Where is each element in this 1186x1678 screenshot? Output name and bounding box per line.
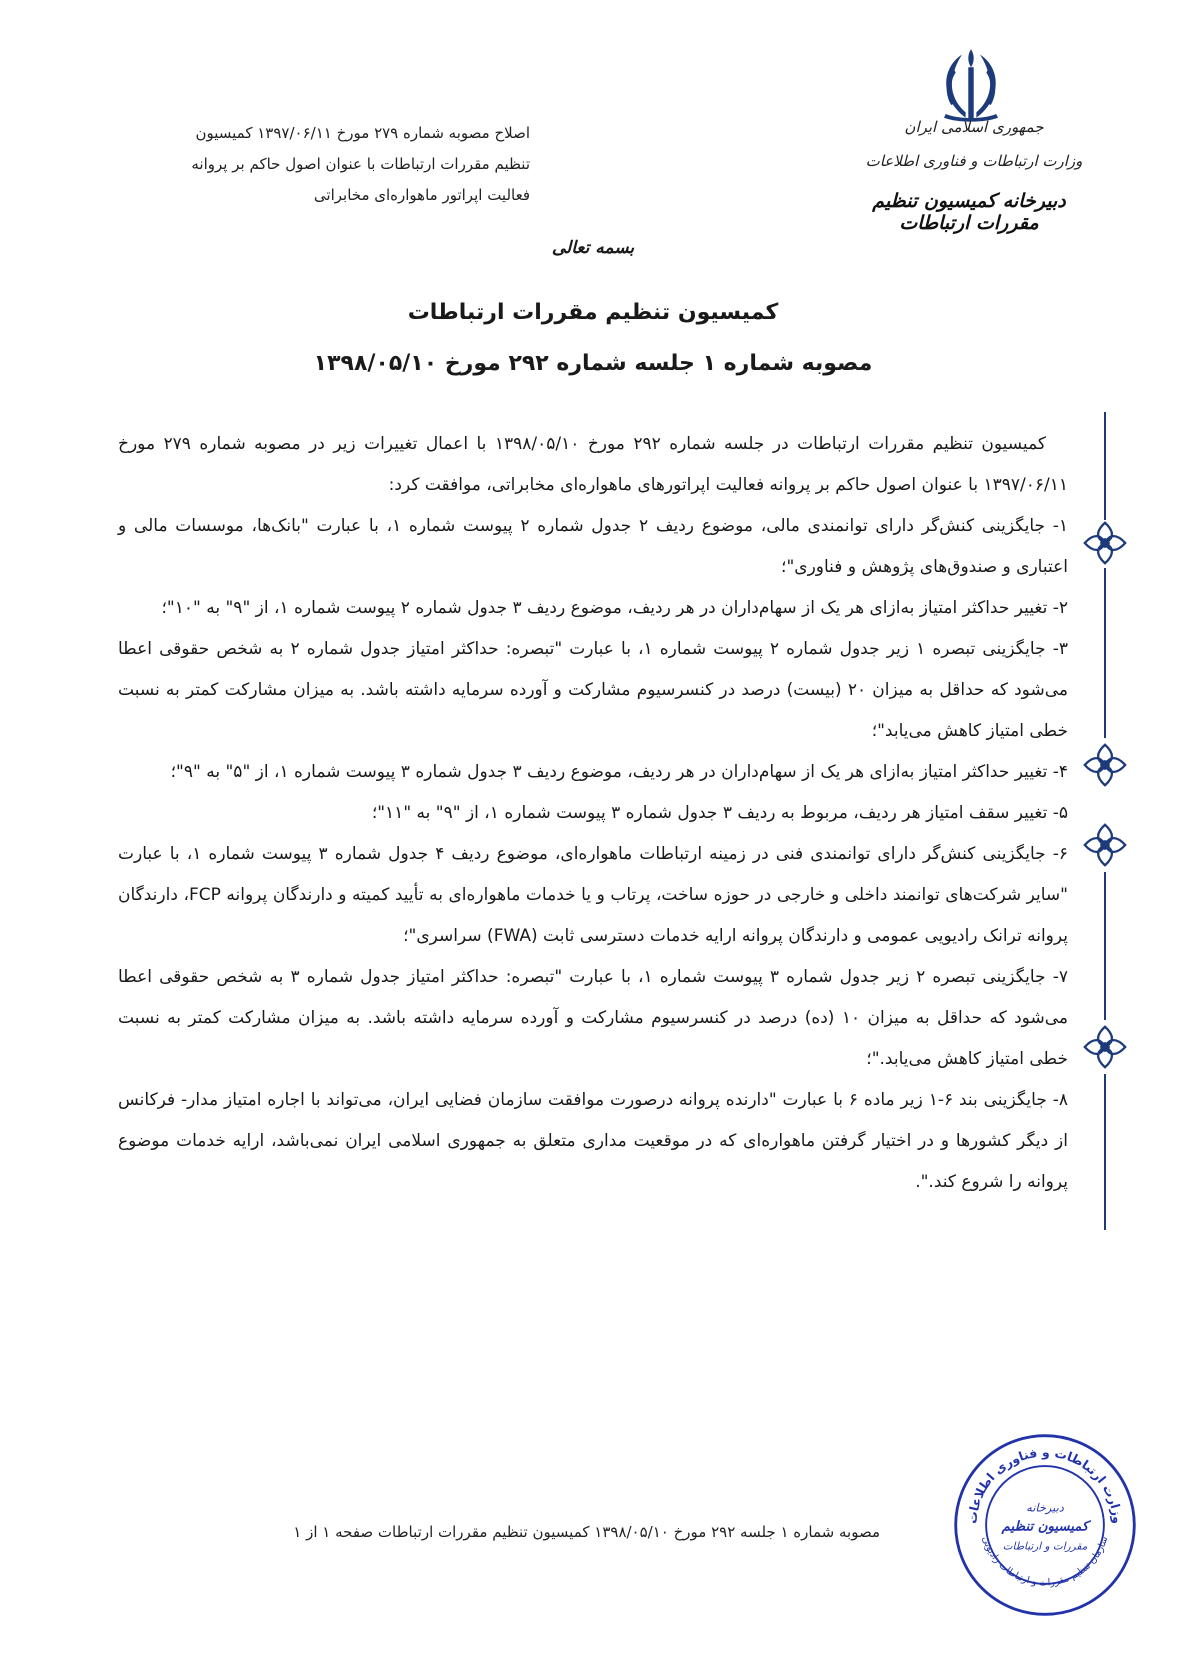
border-line bbox=[1104, 412, 1106, 520]
subject-note bbox=[130, 118, 530, 211]
list-item: ۷- جایگزینی تبصره ۲ زیر جدول شماره ۳ پیوست شماره ۱، با عبارت "تبصره: حداکثر امتیاز جدول شماره ۳ به شخص حقوقی اعطا می‌شود که حداقل به میزان ۱۰ (ده) درصد در کنسرسیوم مشارکت و آورده سرمایه داشته باشد. به میزان مشارکت کمتر به نسبت خطی امتیاز کاهش می‌یابد."؛ bbox=[118, 967, 1068, 1069]
bismillah: بسمه تعالی bbox=[551, 238, 635, 258]
list-item: ۵- تغییر سقف امتیاز هر ردیف، مربوط به ردیف ۳ جدول شماره ۳ پیوست شماره ۱، از "۹" به "۱۱"؛ bbox=[371, 803, 1068, 823]
secretariat-name: دبیرخانه کمیسیون تنظیم مقررات ارتباطات bbox=[872, 190, 1066, 234]
document-subtitle: مصوبه شماره ۱ جلسه شماره ۲۹۲ مورخ ۱۳۹۸/۰۵/۱۰ bbox=[313, 351, 873, 376]
country-name: جمهوری اسلامی ایران bbox=[904, 118, 1044, 136]
ornament-icon bbox=[1082, 742, 1128, 788]
list-item: ۶- جایگزینی کنش‌گر دارای توانمندی فنی در زمینه ارتباطات ماهواره‌ای، موضوع ردیف ۴ جدول شماره ۳ پیوست شماره ۱، با عبارت "سایر شرکت‌های توانمند داخلی و خارجی در حوزه ساخت، پرتاب و یا خدمات ماهواره‌ای به تأیید کمیته و دارندگان پروانه FCP، دارندگان پروانه ترانک رادیویی عمومی و دارندگان پروانه ارایه خدمات دسترسی ثابت (FWA) سراسری"؛ bbox=[118, 844, 1069, 946]
page-footer: مصوبه شماره ۱ جلسه ۲۹۲ مورخ ۱۳۹۸/۰۵/۱۰ کمیسیون تنظیم مقررات ارتباطات صفحه ۱ از ۱ bbox=[293, 1523, 880, 1541]
seal-center-text: مقررات و ارتباطات bbox=[1002, 1540, 1088, 1553]
list-item: ۲- تغییر حداکثر امتیاز به‌ازای هر یک از سهام‌داران در هر ردیف، موضوع ردیف ۳ جدول شماره ۲ پیوست شماره ۱، از "۹" به "۱۰"؛ bbox=[161, 598, 1068, 618]
list-item: ۳- جایگزینی تبصره ۱ زیر جدول شماره ۲ پیوست شماره ۱، با عبارت "تبصره: حداکثر امتیاز جدول شماره ۲ به شخص حقوقی اعطا می‌شود که حداقل به میزان ۲۰ (بیست) درصد در کنسرسیوم مشارکت و آورده سرمایه داشته باشد. به میزان مشارکت کمتر به نسبت خطی امتیاز کاهش می‌یابد"؛ bbox=[118, 639, 1068, 741]
seal-center-text: دبیرخانه bbox=[1026, 1500, 1064, 1515]
seal-center-text: کمیسیون تنظیم bbox=[1001, 1519, 1089, 1535]
list-item: ۱- جایگزینی کنش‌گر دارای توانمندی مالی، موضوع ردیف ۲ جدول شماره ۲ پیوست شماره ۱، با عبارت "بانک‌ها، موسسات مالی و اعتباری و صندوق‌های پژوهش و فناوری"؛ bbox=[118, 516, 1069, 577]
subject-line: اصلاح مصوبه شماره ۲۷۹ مورخ ۱۳۹۷/۰۶/۱۱ کمیسیون bbox=[195, 124, 530, 142]
intro-paragraph: کمیسیون تنظیم مقررات ارتباطات در جلسه شماره ۲۹۲ مورخ ۱۳۹۸/۰۵/۱۰ با اعمال تغییرات زیر در مصوبه شماره ۲۷۹ مورخ ۱۳۹۷/۰۶/۱۱ با عنوان اصول حاکم بر پروانه فعالیت اپراتورهای ماهواره‌ای مخابراتی، موافقت کرد: bbox=[118, 434, 1068, 495]
list-item: ۴- تغییر حداکثر امتیاز به‌ازای هر یک از سهام‌داران در هر ردیف، موضوع ردیف ۳ جدول شماره ۳ پیوست شماره ۱، از "۵" به "۹"؛ bbox=[170, 762, 1068, 782]
ornament-icon bbox=[1082, 822, 1128, 868]
ornament-icon bbox=[1082, 1024, 1128, 1070]
list-item: ۸- جایگزینی بند ۶-۱ زیر ماده ۶ با عبارت "دارنده پروانه درصورت موافقت سازمان فضایی ایران، می‌تواند با اجاره امتیاز مدار- فرکانس از دیگر کشورها و در اختیار گرفتن ماهواره‌ای که در موقعیت مداری متعلق به جمهوری اسلامی ایران نمی‌باشد، ارایه خدمات موضوع پروانه را شروع کند.". bbox=[118, 1090, 1068, 1192]
subject-line: فعالیت اپراتور ماهواره‌ای مخابراتی bbox=[313, 186, 530, 204]
official-seal bbox=[950, 1430, 1140, 1620]
document-body bbox=[118, 424, 1068, 1203]
subject-line: تنظیم مقررات ارتباطات با عنوان اصول حاکم بر پروانه bbox=[191, 155, 530, 173]
seal-outer-text: وزارت ارتباطات و فناوری اطلاعات bbox=[965, 1445, 1125, 1525]
document-title: کمیسیون تنظیم مقررات ارتباطات bbox=[407, 300, 779, 325]
seal-bottom-text: سازمان تنظیم مقررات و ارتباطات رادیویی bbox=[979, 1535, 1111, 1589]
border-line bbox=[1104, 872, 1106, 1020]
border-line bbox=[1104, 1074, 1106, 1230]
border-line bbox=[1104, 568, 1106, 738]
ornament-icon bbox=[1082, 520, 1128, 566]
ministry-name: وزارت ارتباطات و فناوری اطلاعات bbox=[865, 152, 1083, 170]
